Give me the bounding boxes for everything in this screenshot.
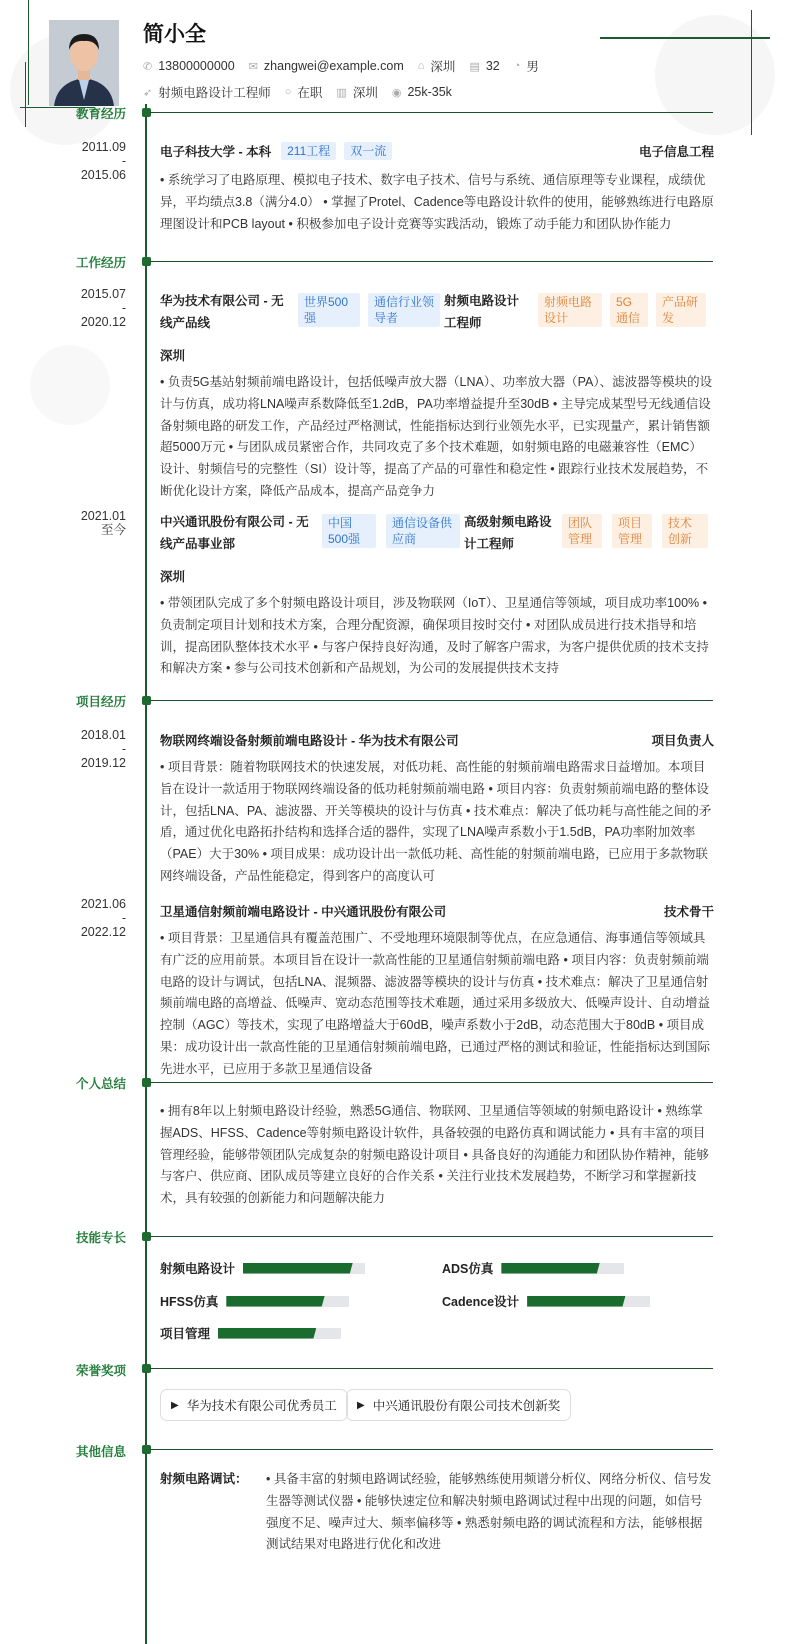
job-status: 在职 [297, 86, 323, 100]
age: 32 [485, 59, 500, 73]
tag: 产品研发 [656, 293, 706, 327]
work-entry [160, 290, 714, 503]
other-info [160, 1469, 714, 1556]
project-desc: • 项目背景：随着物联网技术的快速发展，对低功耗、高性能的射频前端电路需求日益增加。本项目旨在设计一款适用于物联网终端设备的低功耗射频前端电路 • 项目内容：负责射频前端电路的整体设计，包括LNA、PA、滤波器、开关等模块的设计与仿真 • 技术难点：解决了低功耗与高性能之间的矛盾，通过优化电路拓扑结构和选择合适的器件，实现了LNA噪声系数小于1.5dB，PA功率附加效率（PAE）大于30% • 项目成果：成功设计出一款低功耗、高性能的射频前端电路，已应用于多款物联网终端设备，产品性能稳定，得到客户的高度认可 [160, 760, 712, 883]
skill-bar [218, 1328, 341, 1339]
education-dates: 2011.09 - 2015.06 [80, 140, 126, 182]
work-dates: 2015.07 - 2020.12 [80, 287, 126, 329]
skill-bar-fill [527, 1296, 625, 1307]
skill-bar [527, 1296, 650, 1307]
skill-bar [226, 1296, 349, 1307]
gender: 男 [526, 60, 539, 74]
salary-icon: ◉ [391, 86, 402, 99]
target-city: 深圳 [352, 86, 378, 100]
section-divider [150, 1236, 713, 1237]
section-title-other: 其他信息 [75, 1445, 126, 1459]
section-divider [150, 112, 713, 113]
email: zhangwei@example.com [263, 59, 404, 73]
tag: 通信行业领导者 [368, 293, 440, 327]
other-label: 射频电路调试： [160, 1472, 248, 1486]
tag: 技术创新 [662, 514, 708, 548]
avatar [49, 20, 119, 106]
skill-bar-fill [226, 1296, 324, 1307]
section-title-summary: 个人总结 [75, 1077, 126, 1091]
work-desc: • 带领团队完成了多个射频电路设计项目，涉及物联网（IoT）、卫星通信等领域，项目成功率100% • 负责制定项目计划和技术方案，合理分配资源，确保项目按时交付 • 对团队成员进行技术指导和培训，提高团队整体技术水平 • 与客户保持良好沟通，及时了解客户需求，为客户提供优质的技术支持和解决方案 • 参与公司技术创新和产品规划，为公司的发展提供技术支持 [160, 596, 709, 676]
skill-bar-fill [218, 1328, 316, 1339]
award-item[interactable]: ▶ 华为技术有限公司优秀员工 [160, 1389, 348, 1421]
company: 中兴通讯股份有限公司 - 无线产品事业部 [160, 515, 309, 551]
section-title-education: 教育经历 [75, 107, 126, 121]
other-desc: • 具备丰富的射频电路调试经验，能够熟练使用频谱分析仪、网络分析仪、信号发生器等测试仪器 • 能够快速定位和解决射频电路调试过程中出现的问题，如信号强度不足、噪声过大、频率偏移等 • 熟悉射频电路的调试流程和方法，能够根据测试结果对电路进行优化和改进 [266, 1472, 712, 1552]
section-title-projects: 项目经历 [75, 695, 126, 709]
project-entry [160, 902, 714, 1081]
send-icon: ➶ [143, 86, 153, 99]
building-icon: ▥ [336, 86, 347, 99]
decor-circle [655, 15, 775, 135]
tag: 通信设备供应商 [386, 514, 460, 548]
home-icon: ⌂ [417, 60, 425, 72]
skill-bar [243, 1263, 365, 1274]
contact-row [143, 56, 539, 76]
status-icon: ○ [284, 86, 292, 98]
project-entry [160, 731, 714, 888]
project-name: 物联网终端设备射频前端电路设计 - 华为技术有限公司 [160, 734, 459, 748]
section-title-awards: 荣誉奖项 [75, 1364, 126, 1378]
tag: 项目管理 [612, 514, 652, 548]
intent-row [143, 82, 452, 102]
job-intent: 射频电路设计工程师 [158, 86, 271, 100]
skill-item: ADS仿真 [442, 1259, 624, 1277]
tag: 团队管理 [562, 514, 602, 548]
company: 华为技术有限公司 - 无线产品线 [160, 294, 284, 330]
work-desc: • 负责5G基站射频前端电路设计，包括低噪声放大器（LNA）、功率放大器（PA）、滤波器等模块的设计与仿真，成功将LNA噪声系数降低至1.2dB，PA功率增益提升至30dB • 主导完成某型号无线通信设备射频电路的研发工作，产品经过严格测试，性能指标达到行业领先水平，已实现量产，累计销售额超5000万元 • 与团队成员紧密合作，共同攻克了多个技术难题，如射频电路的电磁兼容性（EMC）设计、射频信号的完整性（SI）设计等，提高了产品的可靠性和稳定性 • 跟踪行业技术发展趋势，不断优化设计方案，降低产品成本，提高产品竞争力 [160, 375, 713, 498]
play-icon: ▶ [171, 1399, 179, 1411]
project-dates: 2018.01 - 2019.12 [80, 728, 126, 770]
decor-line [600, 37, 770, 39]
skill-bar-fill [243, 1263, 353, 1274]
skill-item: 项目管理 [160, 1324, 341, 1342]
work-city: 深圳 [160, 570, 186, 584]
tag: 211工程 [281, 142, 336, 160]
award-item[interactable]: ▶ 中兴通讯股份有限公司技术创新奖 [346, 1389, 571, 1421]
tag: 5G通信 [610, 293, 648, 327]
education-desc: • 系统学习了电路原理、模拟电子技术、数字电子技术、信号与系统、通信原理等专业课程，成绩优异，平均绩点3.8（满分4.0） • 掌握了Protel、Cadence等电路设计软件的使用，能够熟练进行电路原理图设计和PCB layout • 积极参加电子设计竞赛等实践活动，锻炼了动手能力和团队协作能力 [160, 173, 714, 231]
section-divider [150, 1082, 713, 1083]
play-icon: ▶ [357, 1399, 365, 1411]
work-city: 深圳 [160, 349, 186, 363]
age-icon: ▤ [469, 60, 480, 73]
salary: 25k-35k [407, 85, 452, 99]
candidate-name: 简小全 [143, 23, 206, 46]
skill-bar [501, 1263, 624, 1274]
project-name: 卫星通信射频前端电路设计 - 中兴通讯股份有限公司 [160, 905, 447, 919]
project-role: 项目负责人 [651, 734, 714, 748]
skill-bar-fill [501, 1263, 599, 1274]
phone: 13800000000 [158, 59, 235, 73]
tag: 世界500强 [298, 293, 360, 327]
major: 电子信息工程 [638, 145, 714, 159]
school: 电子科技大学 - 本科 [160, 145, 272, 159]
section-divider [150, 261, 713, 262]
decor-circle [30, 345, 110, 425]
decor-line [25, 62, 26, 127]
section-title-work: 工作经历 [75, 256, 126, 270]
summary-text: • 拥有8年以上射频电路设计经验，熟悉5G通信、物联网、卫星通信等领域的射频电路设计 • 熟练掌握ADS、HFSS、Cadence等射频电路设计软件，具备较强的电路仿真和调试能力 • 具有丰富的项目管理经验，能够带领团队完成复杂的射频电路设计项目 • 具备良好的沟通能力和团队协作精神，能够与客户、供应商、团队成员等建立良好的合作关系 • 关注行业技术发展趋势，不断学习和掌握新技术，具有较强的创新能力和问题解决能力 [160, 1104, 709, 1206]
email-icon: ✉ [248, 60, 258, 73]
section-divider [150, 700, 713, 701]
section-divider [150, 1368, 713, 1369]
work-dates: 2021.01 至今 [80, 509, 126, 537]
timeline-line [145, 104, 147, 1644]
work-entry [160, 511, 714, 680]
tag: 射频电路设计 [538, 293, 602, 327]
section-title-skills: 技能专长 [75, 1231, 126, 1245]
decor-line [751, 10, 752, 135]
skill-item: Cadence设计 [442, 1292, 650, 1310]
project-role: 技术骨干 [663, 905, 714, 919]
city: 深圳 [430, 60, 456, 74]
job-title: 射频电路设计工程师 [444, 294, 520, 330]
skill-item: 射频电路设计 [160, 1259, 365, 1277]
tag: 中国500强 [322, 514, 376, 548]
project-dates: 2021.06 - 2022.12 [80, 897, 126, 939]
section-divider [150, 1449, 713, 1450]
skill-item: HFSS仿真 [160, 1292, 349, 1310]
job-title: 高级射频电路设计工程师 [464, 515, 552, 551]
gender-icon: ◔ [513, 60, 521, 72]
education-entry [160, 142, 714, 235]
decor-line [28, 0, 29, 105]
tag: 双一流 [344, 142, 392, 160]
phone-icon: ✆ [143, 60, 153, 73]
project-desc: • 项目背景：卫星通信具有覆盖范围广、不受地理环境限制等优点，在应急通信、海事通信等领域具有广泛的应用前景。本项目旨在设计一款高性能的卫星通信射频前端电路 • 项目内容：负责射频前端电路的设计与调试，包括LNA、混频器、滤波器等模块的设计与仿真 • 技术难点：解决了卫星通信射频前端电路的高增益、低噪声、宽动态范围等技术难题，通过采用多级放大、低噪声设计、自动增益控制（AGC）等技术，实现了电路增益大于60dB，噪声系数小于2dB，动态范围大于80dB • 项目成果：成功设计出一款高性能的卫星通信射频前端电路，已通过严格的测试和验证，性能指标达到国际先进水平，已应用于多款卫星通信设备 [160, 931, 711, 1076]
